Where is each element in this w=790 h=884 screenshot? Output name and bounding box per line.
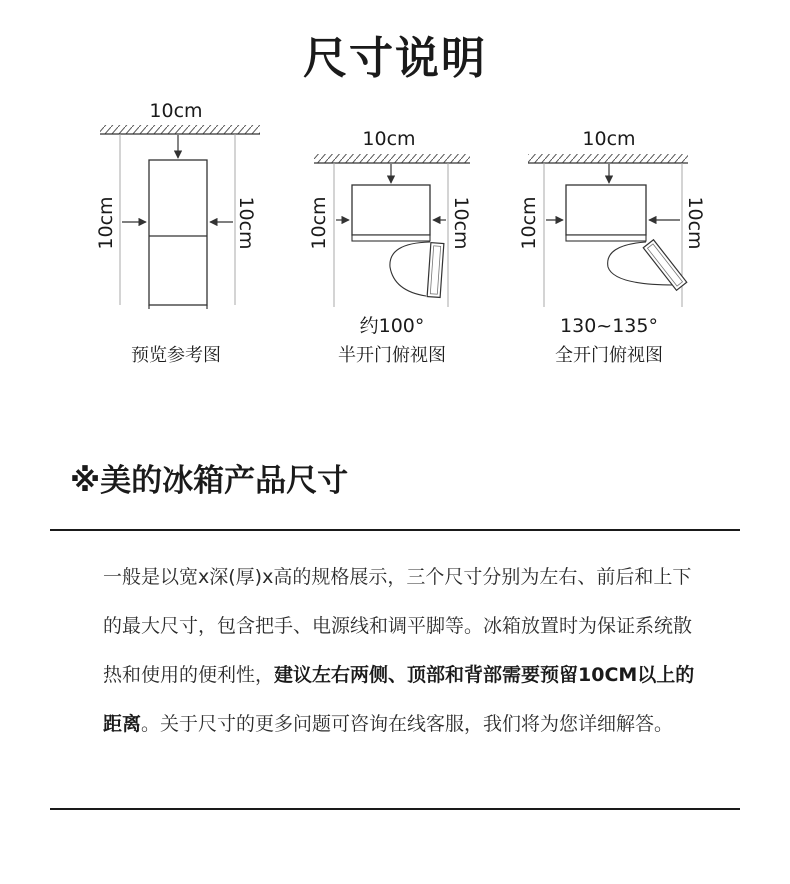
description-part1: 一般是以宽x深(厚)x高的规格展示，三个尺寸分别为左右、前后和上下的最大尺寸，包含把手、电源线和调平脚等。冰箱放置时为保证系统散热和使用的便利性， [103, 566, 693, 686]
description-highlight: 建议左右两侧、顶部和背部需要预留10CM以上的距离 [103, 664, 695, 735]
fridge-front-strip [352, 235, 430, 241]
open-door [427, 243, 444, 298]
full-open-top-clearance: 10cm [582, 128, 636, 150]
half-open-diagram-svg [300, 95, 490, 375]
full-open-caption: 全开门俯视图 [555, 345, 663, 366]
full-open-angle: 130~135° [560, 315, 658, 337]
fridge-body [149, 160, 207, 305]
full-open-diagram-svg [510, 95, 710, 375]
half-open-left-clearance: 10cm [308, 196, 330, 250]
half-open-caption: 半开门俯视图 [338, 345, 446, 366]
half-open-top-clearance: 10cm [362, 128, 416, 150]
fridge-top [566, 185, 646, 235]
fridge-top [352, 185, 430, 235]
open-door [643, 240, 686, 291]
half-open-angle: 约100° [359, 315, 425, 337]
door-swing-arc [390, 242, 430, 296]
back-wall-hatch [314, 154, 470, 163]
bottom-divider [50, 808, 740, 810]
preview-diagram-svg [90, 95, 280, 375]
back-wall-hatch [528, 154, 688, 163]
full-open-left-clearance: 10cm [518, 196, 540, 250]
description-paragraph [103, 553, 703, 749]
preview-top-clearance: 10cm [149, 100, 203, 122]
preview-right-clearance: 10cm [235, 196, 257, 250]
page-title: 尺寸说明 [303, 33, 487, 84]
preview-caption: 预览参考图 [131, 345, 221, 366]
preview-left-clearance: 10cm [95, 196, 117, 250]
section-title: ※美的冰箱产品尺寸 [70, 463, 349, 499]
half-open-right-clearance: 10cm [450, 196, 472, 250]
fridge-front-strip [566, 235, 646, 241]
full-open-diagram [510, 95, 710, 375]
description-part2: 。关于尺寸的更多问题可咨询在线客服，我们将为您详细解答。 [141, 713, 674, 735]
half-open-diagram [300, 95, 490, 375]
full-open-right-clearance: 10cm [684, 196, 706, 250]
top-divider [50, 529, 740, 531]
ceiling-hatch [100, 125, 260, 134]
preview-diagram [90, 95, 280, 375]
